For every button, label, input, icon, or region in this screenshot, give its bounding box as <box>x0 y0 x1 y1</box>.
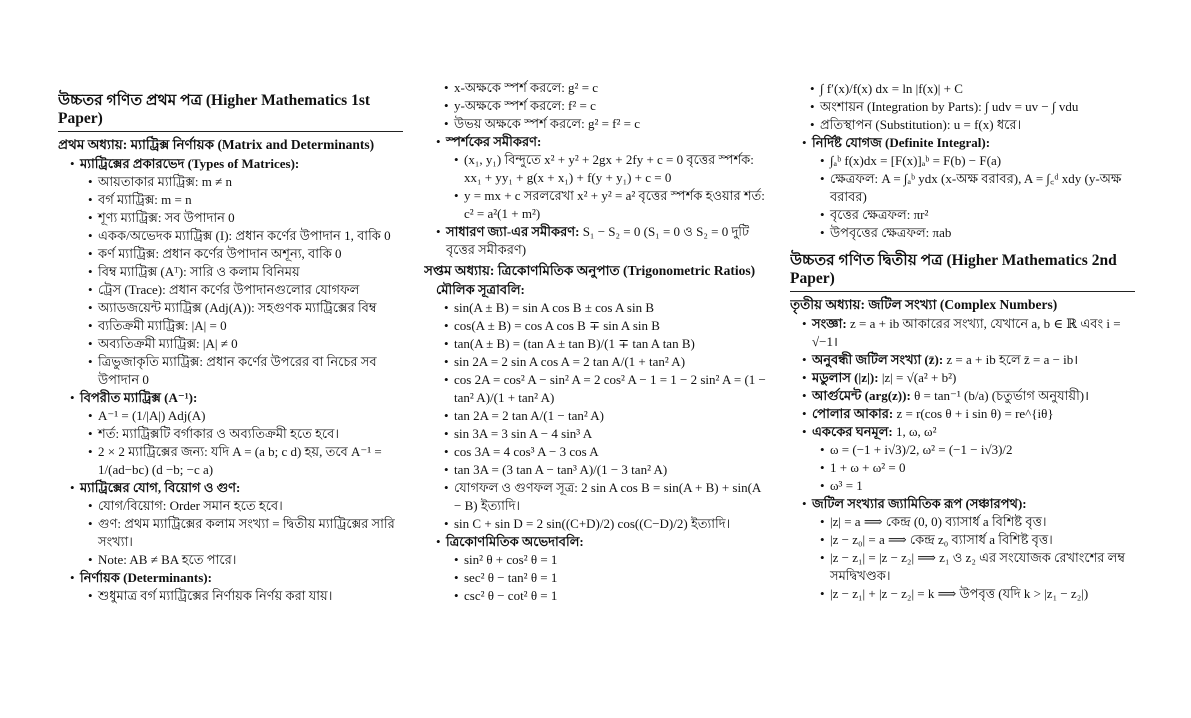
list-item: • শর্ত: ম্যাট্রিক্সটি বর্গাকার ও অব্যতিক্রমী হতে হবে। <box>88 425 403 443</box>
column-2 <box>424 0 769 705</box>
list-item: • sin(A ± B) = sin A cos B ± cos A sin B <box>444 299 769 317</box>
section-heading: ম্যাট্রিক্সের প্রকারভেদ (Types of Matrices): <box>80 156 300 171</box>
list-item: • (x₁, y₁) বিন্দুতে x² + y² + 2gx + 2fy + c = 0 বৃত্তের স্পর্শক: xx₁ + yy₁ + g(x + x₁) + f(y + y₁) + c = 0 <box>454 151 769 187</box>
item-heading: অনুবন্ধী জটিল সংখ্যা (z̄): <box>812 352 944 367</box>
section-determinants <box>70 569 403 605</box>
continued-block <box>436 79 769 133</box>
section-text: 1, ω, ω² <box>895 424 937 439</box>
list-item: • বিম্ব ম্যাট্রিক্স (Aᵀ): সারি ও কলাম বিনিময় <box>88 263 403 281</box>
list-item-definition <box>802 315 1135 351</box>
list-item: • sec² θ − tan² θ = 1 <box>454 569 769 587</box>
list-item: • আয়তাকার ম্যাট্রিক্স: m ≠ n <box>88 173 403 191</box>
list-item: • ক্ষেত্রফল: A = ∫ₐᵇ ydx (x-অক্ষ বরাবর), A = ∫꜀ᵈ xdy (y-অক্ষ বরাবর) <box>820 170 1135 206</box>
section-heading: জটিল সংখ্যার জ্যামিতিক রূপ (সঞ্চারপথ): <box>812 496 1027 511</box>
list-item: • 1 + ω + ω² = 0 <box>820 459 1135 477</box>
section-heading: সাধারণ জ্যা-এর সমীকরণ: <box>446 224 580 239</box>
sub-list <box>436 299 769 533</box>
list-item-polar <box>802 405 1135 423</box>
section-common-chord <box>436 223 769 259</box>
list-item: • cos 2A = cos² A − sin² A = 2 cos² A − 1 = 1 − 2 sin² A = (1 − tan² A)/(1 + tan² A) <box>444 371 769 407</box>
list-item: • ω³ = 1 <box>820 477 1135 495</box>
sub-list <box>812 441 1135 495</box>
section-text: S₁ − S₂ = 0 (S₁ = 0 ও S₂ = 0 দুটি বৃত্তের সমীকরণ) <box>446 224 750 257</box>
sub-list <box>80 587 403 605</box>
list-item: • cos 3A = 4 cos³ A − 3 cos A <box>444 443 769 461</box>
item-heading: মডুলাস (|z|): <box>812 370 879 385</box>
list-item: • বৃত্তের ক্ষেত্রফল: πr² <box>820 206 1135 224</box>
list-item: • শুধুমাত্র বর্গ ম্যাট্রিক্সের নির্ণায়ক নির্ণয় করা যায়। <box>88 587 403 605</box>
list-item: • ω = (−1 + i√3)/2, ω² = (−1 − i√3)/2 <box>820 441 1135 459</box>
list-item: • উভয় অক্ষকে স্পর্শ করলে: g² = f² = c <box>444 115 769 133</box>
section-list <box>58 155 403 605</box>
list-item: • |z − z₀| = a ⟹ কেন্দ্র z₀ ব্যাসার্ধ a বিশিষ্ট বৃত্ত। <box>820 531 1135 549</box>
section-matrix-types <box>70 155 403 389</box>
chapter-title-trig: সপ্তম অধ্যায়: ত্রিকোণমিতিক অনুপাত (Trigonometric Ratios) <box>424 263 756 278</box>
item-heading: সংজ্ঞা: <box>812 316 847 331</box>
list-item-conjugate <box>802 351 1135 369</box>
list-item-argument <box>802 387 1135 405</box>
list-item: • যোগ/বিয়োগ: Order সমান হতে হবে। <box>88 497 403 515</box>
spacer <box>790 242 1135 252</box>
list-item: • শূণ্য ম্যাট্রিক্স: সব উপাদান 0 <box>88 209 403 227</box>
item-heading: আর্গুমেন্ট (arg(z)): <box>812 388 911 403</box>
list-item: • A⁻¹ = (1/|A|) Adj(A) <box>88 407 403 425</box>
item-text: z = a + ib হলে z̄ = a − ib। <box>946 352 1079 367</box>
list-item: • ত্রিভুজাকৃতি ম্যাট্রিক্স: প্রধান কর্ণের উপরের বা নিচের সব উপাদান 0 <box>88 353 403 389</box>
list-item: • |z| = a ⟹ কেন্দ্র (0, 0) ব্যাসার্ধ a বিশিষ্ট বৃত্ত। <box>820 513 1135 531</box>
paper-title-1st: উচ্চতর গণিত প্রথম পত্র (Higher Mathematics 1st Paper) <box>58 92 403 132</box>
column-1 <box>58 0 403 718</box>
sub-list <box>436 79 769 133</box>
list-item: • csc² θ − cot² θ = 1 <box>454 587 769 605</box>
sub-list <box>446 551 769 605</box>
item-text: z = a + ib আকারের সংখ্যা, যেখানে a, b ∈ ℝ এবং i = √−1। <box>812 316 1121 349</box>
section-heading: ম্যাট্রিক্সের যোগ, বিয়োগ ও গুণ: <box>80 480 241 495</box>
list-item: • sin C + sin D = 2 sin((C+D)/2) cos((C−D)/2) ইত্যাদি। <box>444 515 769 533</box>
section-heading: নির্দিষ্ট যোগজ (Definite Integral): <box>812 135 991 150</box>
list-item: • অ্যাডজয়েন্ট ম্যাট্রিক্স (Adj(A)): সহগুণক ম্যাট্রিক্সের বিম্ব <box>88 299 403 317</box>
list-item: • sin 2A = 2 sin A cos A = 2 tan A/(1 + tan² A) <box>444 353 769 371</box>
list-item: • Note: AB ≠ BA হতে পারে। <box>88 551 403 569</box>
list-item: • গুণ: প্রথম ম্যাট্রিক্সের কলাম সংখ্যা = দ্বিতীয় ম্যাট্রিক্সের সারি সংখ্যা। <box>88 515 403 551</box>
list-item: • ∫ₐᵇ f(x)dx = [F(x)]ₐᵇ = F(b) − F(a) <box>820 152 1135 170</box>
list-item: • কর্ণ ম্যাট্রিক্স: প্রধান কর্ণের উপাদান অশূন্য, বাকি 0 <box>88 245 403 263</box>
list-item: • x-অক্ষকে স্পর্শ করলে: g² = c <box>444 79 769 97</box>
list-item: • অব্যতিক্রমী ম্যাট্রিক্স: |A| ≠ 0 <box>88 335 403 353</box>
sub-list <box>446 151 769 223</box>
sub-list <box>80 497 403 569</box>
section-definite-integral <box>802 134 1135 242</box>
chapter-title-complex: তৃতীয় অধ্যায়: জটিল সংখ্যা (Complex Numbers) <box>790 297 1058 312</box>
section-basic-formulas <box>436 281 769 533</box>
section-heading: বিপরীত ম্যাট্রিক্স (A⁻¹): <box>80 390 198 405</box>
section-list <box>424 281 769 605</box>
list-item: • 2 × 2 ম্যাট্রিক্সের জন্য: যদি A = (a b; c d) হয়, তবে A⁻¹ = 1/(ad−bc) (d −b; −c a) <box>88 443 403 479</box>
list-item-modulus <box>802 369 1135 387</box>
section-heading: নির্ণায়ক (Determinants): <box>80 570 212 585</box>
sub-list <box>80 407 403 479</box>
list-item: • tan(A ± B) = (tan A ± tan B)/(1 ∓ tan A tan B) <box>444 335 769 353</box>
item-text: θ = tan⁻¹ (b/a) (চতুর্ভাগ অনুযায়ী)। <box>914 388 1090 403</box>
section-cube-roots <box>802 423 1135 495</box>
section-geometric-locus <box>802 495 1135 603</box>
list-item: • cos(A ± B) = cos A cos B ∓ sin A sin B <box>444 317 769 335</box>
sub-list <box>802 80 1135 134</box>
list-item: • |z − z₁| + |z − z₂| = k ⟹ উপবৃত্ত (যদি k > |z₁ − z₂|) <box>820 585 1135 603</box>
list-item: • ব্যতিক্রমী ম্যাট্রিক্স: |A| = 0 <box>88 317 403 335</box>
chapter-title-matrix: প্রথম অধ্যায়: ম্যাট্রিক্স নির্ণায়ক (Matrix and Determinants) <box>58 137 375 152</box>
section-trig-identities <box>436 533 769 605</box>
section-heading: স্পর্শকের সমীকরণ: <box>446 134 542 149</box>
list-item: • যোগফল ও গুণফল সূত্র: 2 sin A cos B = sin(A + B) + sin(A − B) ইত্যাদি। <box>444 479 769 515</box>
sub-list <box>812 152 1135 242</box>
item-heading: পোলার আকার: <box>812 406 894 421</box>
section-heading: ত্রিকোণমিতিক অভেদাবলি: <box>446 534 584 549</box>
section-list <box>790 315 1135 603</box>
section-heading: এককের ঘনমূল: <box>812 424 893 439</box>
list-item: • বর্গ ম্যাট্রিক্স: m = n <box>88 191 403 209</box>
section-inverse-matrix <box>70 389 403 479</box>
column-3 <box>790 0 1135 706</box>
section-matrix-operations <box>70 479 403 569</box>
list-item: • ∫ f′(x)/f(x) dx = ln |f(x)| + C <box>810 80 1135 98</box>
list-item: • প্রতিস্থাপন (Substitution): u = f(x) ধরে। <box>810 116 1135 134</box>
section-heading: মৌলিক সূত্রাবলি: <box>436 282 525 297</box>
list-item: • একক/অভেদক ম্যাট্রিক্স (I): প্রধান কর্ণের উপাদান 1, বাকি 0 <box>88 227 403 245</box>
list-item: • tan 2A = 2 tan A/(1 − tan² A) <box>444 407 769 425</box>
list-item: • |z − z₁| = |z − z₂| ⟹ z₁ ও z₂ এর সংযোজক রেখাংশের লম্ব সমদ্বিখণ্ডক। <box>820 549 1135 585</box>
item-text: z = r(cos θ + i sin θ) = re^{iθ} <box>896 406 1054 421</box>
sub-list <box>812 513 1135 603</box>
continued-block <box>802 80 1135 134</box>
item-text: |z| = √(a² + b²) <box>881 370 957 385</box>
list-item: • ট্রেস (Trace): প্রধান কর্ণের উপাদানগুলোর যোগফল <box>88 281 403 299</box>
list-item: • y = mx + c সরলরেখা x² + y² = a² বৃত্তের স্পর্শক হওয়ার শর্ত: c² = a²(1 + m²) <box>454 187 769 223</box>
list-item: • অংশায়ন (Integration by Parts): ∫ udv = uv − ∫ vdu <box>810 98 1135 116</box>
section-list <box>424 79 769 259</box>
list-item: • tan 3A = (3 tan A − tan³ A)/(1 − 3 tan² A) <box>444 461 769 479</box>
paper-title-2nd: উচ্চতর গণিত দ্বিতীয় পত্র (Higher Mathematics 2nd Paper) <box>790 252 1135 292</box>
list-item: • sin² θ + cos² θ = 1 <box>454 551 769 569</box>
sub-list <box>80 173 403 389</box>
list-item: • sin 3A = 3 sin A − 4 sin³ A <box>444 425 769 443</box>
list-item: • উপবৃত্তের ক্ষেত্রফল: πab <box>820 224 1135 242</box>
section-tangent-equation <box>436 133 769 223</box>
section-list <box>790 80 1135 242</box>
list-item: • y-অক্ষকে স্পর্শ করলে: f² = c <box>444 97 769 115</box>
